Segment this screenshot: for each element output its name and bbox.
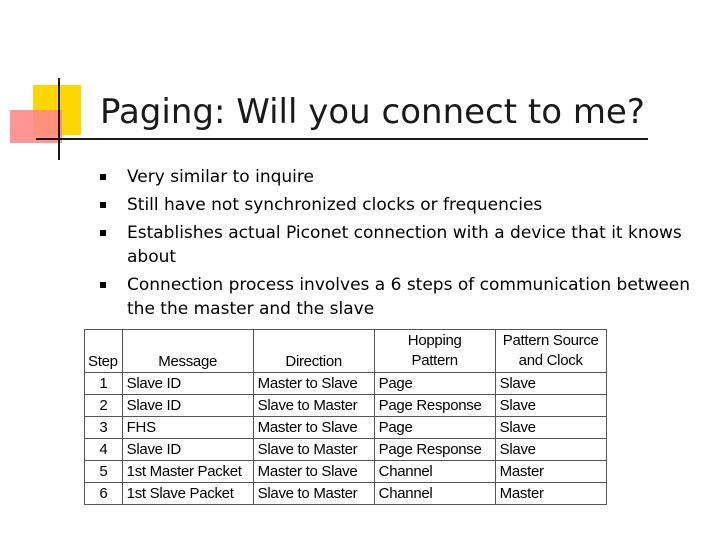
cell-message: Slave ID — [122, 439, 253, 461]
cell-source: Slave — [495, 439, 606, 461]
square-bullet-icon — [100, 174, 106, 180]
cell-source: Slave — [495, 417, 606, 439]
header-hopping-pattern-line1: Hopping — [407, 332, 462, 349]
table-row — [85, 417, 607, 439]
paging-steps-table — [84, 329, 607, 505]
cell-message: Slave ID — [122, 395, 253, 417]
header-pattern-source — [495, 330, 606, 373]
bullet-item — [100, 165, 700, 189]
cell-message: FHS — [122, 417, 253, 439]
square-bullet-icon — [100, 282, 106, 288]
bullet-text: Still have not synchronized clocks or frequencies — [127, 195, 543, 215]
table-row — [85, 373, 607, 395]
cell-source: Master — [495, 483, 606, 505]
bullet-item — [100, 221, 700, 269]
header-hopping-pattern — [374, 330, 495, 373]
cell-direction: Slave to Master — [253, 395, 374, 417]
cell-direction: Slave to Master — [253, 439, 374, 461]
table-header-row — [85, 330, 607, 373]
table-row — [85, 483, 607, 505]
bullet-text: Establishes actual Piconet connection with a device that it knows about — [127, 223, 682, 267]
cell-pattern: Page Response — [374, 395, 495, 417]
cell-step: 3 — [85, 417, 123, 439]
cell-pattern: Page Response — [374, 439, 495, 461]
cell-pattern: Page — [374, 373, 495, 395]
header-hopping-pattern-line2: Pattern — [411, 352, 458, 369]
bullet-text: Connection process involves a 6 steps of communication between the the master and the slave — [127, 275, 691, 319]
cell-direction: Master to Slave — [253, 373, 374, 395]
bullet-list — [100, 165, 700, 325]
table-row — [85, 439, 607, 461]
cell-pattern: Channel — [374, 483, 495, 505]
cell-message: 1st Slave Packet — [122, 483, 253, 505]
header-pattern-source-line2: and Clock — [518, 352, 583, 369]
cell-step: 2 — [85, 395, 123, 417]
square-bullet-icon — [100, 230, 106, 236]
header-message: Message — [122, 330, 253, 373]
header-direction: Direction — [253, 330, 374, 373]
cell-step: 4 — [85, 439, 123, 461]
slide-title: Paging: Will you connect to me? — [100, 92, 645, 132]
cell-source: Slave — [495, 395, 606, 417]
cell-source: Slave — [495, 373, 606, 395]
cell-pattern: Page — [374, 417, 495, 439]
cell-source: Master — [495, 461, 606, 483]
header-step: Step — [85, 330, 123, 373]
cell-step: 1 — [85, 373, 123, 395]
decorative-vertical-rule — [58, 78, 60, 160]
title-underline-rule — [36, 138, 648, 140]
bullet-item — [100, 193, 700, 217]
bullet-text: Very similar to inquire — [127, 167, 314, 187]
table-row — [85, 461, 607, 483]
square-bullet-icon — [100, 202, 106, 208]
cell-message: 1st Master Packet — [122, 461, 253, 483]
header-pattern-source-line1: Pattern Source — [502, 332, 599, 349]
table-row — [85, 395, 607, 417]
cell-step: 5 — [85, 461, 123, 483]
cell-direction: Slave to Master — [253, 483, 374, 505]
bullet-item — [100, 273, 700, 321]
cell-step: 6 — [85, 483, 123, 505]
cell-direction: Master to Slave — [253, 461, 374, 483]
cell-direction: Master to Slave — [253, 417, 374, 439]
cell-message: Slave ID — [122, 373, 253, 395]
cell-pattern: Channel — [374, 461, 495, 483]
